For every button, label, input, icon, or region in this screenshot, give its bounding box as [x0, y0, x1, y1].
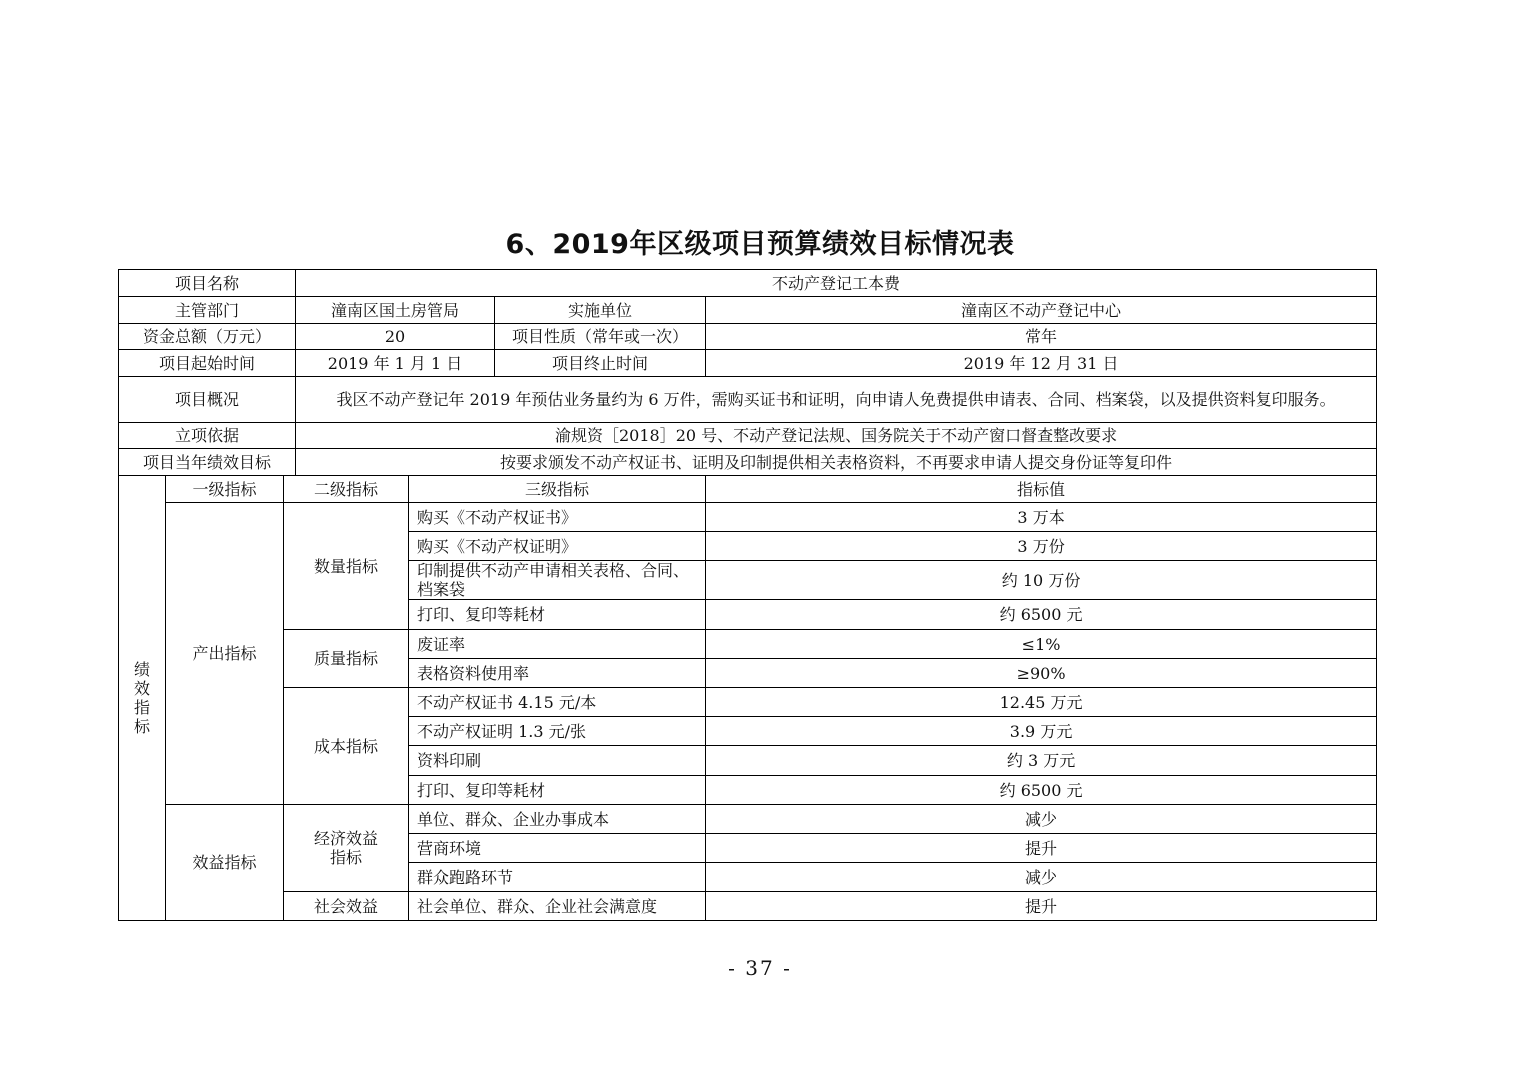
- indicator-item: 购买《不动产权证书》: [409, 503, 706, 532]
- header-level2: 二级指标: [284, 476, 409, 503]
- impl-unit-label: 实施单位: [495, 297, 706, 324]
- end-value: 2019 年 12 月 31 日: [706, 350, 1377, 377]
- benefit-indicator-label: 效益指标: [166, 805, 284, 921]
- indicator-value: ≥90%: [706, 659, 1377, 688]
- table-row: [119, 630, 1377, 659]
- side-char: 标: [133, 717, 150, 736]
- row-indicator-headers: [119, 476, 1377, 503]
- performance-indicator-side-label: [119, 476, 166, 921]
- end-label: 项目终止时间: [495, 350, 706, 377]
- indicator-value: 约 6500 元: [706, 600, 1377, 630]
- row-funds: [119, 324, 1377, 350]
- side-char: 绩: [133, 660, 150, 679]
- dept-value: 潼南区国土房管局: [296, 297, 495, 324]
- indicator-item: 营商环境: [409, 834, 706, 863]
- goal-label: 项目当年绩效目标: [119, 449, 296, 476]
- indicator-value: 3 万本: [706, 503, 1377, 532]
- basis-label: 立项依据: [119, 423, 296, 449]
- row-project-name: [119, 270, 1377, 297]
- indicator-item: 单位、群众、企业办事成本: [409, 805, 706, 834]
- indicator-item: 打印、复印等耗材: [409, 776, 706, 805]
- indicator-item: 群众跑路环节: [409, 863, 706, 892]
- page-number: - 37 -: [728, 956, 792, 980]
- row-overview: [119, 377, 1377, 423]
- indicator-item: 表格资料使用率: [409, 659, 706, 688]
- table-row: [119, 503, 1377, 532]
- indicator-item: 不动产权证书 4.15 元/本: [409, 688, 706, 717]
- row-goal: [119, 449, 1377, 476]
- table-row: [119, 805, 1377, 834]
- indicator-item: 打印、复印等耗材: [409, 600, 706, 630]
- indicator-item: 购买《不动产权证明》: [409, 532, 706, 561]
- row-dates: [119, 350, 1377, 377]
- funds-label: 资金总额（万元）: [119, 324, 296, 350]
- indicator-item: 印制提供不动产申请相关表格、合同、档案袋: [409, 561, 706, 600]
- cost-indicator-label: 成本指标: [284, 688, 409, 805]
- overview-label: 项目概况: [119, 377, 296, 423]
- table-row: [119, 892, 1377, 921]
- row-department: [119, 297, 1377, 324]
- indicator-item: 资料印刷: [409, 746, 706, 776]
- indicator-value: 3.9 万元: [706, 717, 1377, 746]
- side-char: 指: [133, 698, 150, 717]
- nature-label: 项目性质（常年或一次）: [495, 324, 706, 350]
- goal-value: 按要求颁发不动产权证书、证明及印制提供相关表格资料，不再要求申请人提交身份证等复印件: [296, 449, 1377, 476]
- side-char: 效: [133, 679, 150, 698]
- budget-performance-table: [118, 269, 1377, 921]
- output-indicator-label: 产出指标: [166, 503, 284, 805]
- indicator-value: ≤1%: [706, 630, 1377, 659]
- dept-label: 主管部门: [119, 297, 296, 324]
- project-name-label: 项目名称: [119, 270, 296, 297]
- header-level3: 三级指标: [409, 476, 706, 503]
- quality-indicator-label: 质量指标: [284, 630, 409, 688]
- quantity-indicator-label: 数量指标: [284, 503, 409, 630]
- indicator-item: 社会单位、群众、企业社会满意度: [409, 892, 706, 921]
- indicator-value: 12.45 万元: [706, 688, 1377, 717]
- indicator-value: 约 6500 元: [706, 776, 1377, 805]
- funds-value: 20: [296, 324, 495, 350]
- row-basis: [119, 423, 1377, 449]
- basis-value: 渝规资［2018］20 号、不动产登记法规、国务院关于不动产窗口督查整改要求: [296, 423, 1377, 449]
- indicator-value: 3 万份: [706, 532, 1377, 561]
- start-value: 2019 年 1 月 1 日: [296, 350, 495, 377]
- indicator-value: 约 3 万元: [706, 746, 1377, 776]
- start-label: 项目起始时间: [119, 350, 296, 377]
- social-benefit-label: 社会效益: [284, 892, 409, 921]
- page-title: 6、2019年区级项目预算绩效目标情况表: [505, 229, 1015, 260]
- header-value: 指标值: [706, 476, 1377, 503]
- header-level1: 一级指标: [166, 476, 284, 503]
- indicator-value: 提升: [706, 892, 1377, 921]
- indicator-value: 提升: [706, 834, 1377, 863]
- indicator-item: 废证率: [409, 630, 706, 659]
- indicator-item: 不动产权证明 1.3 元/张: [409, 717, 706, 746]
- economic-benefit-label: 经济效益 指标: [284, 805, 409, 892]
- nature-value: 常年: [706, 324, 1377, 350]
- impl-unit-value: 潼南区不动产登记中心: [706, 297, 1377, 324]
- project-name-value: 不动产登记工本费: [296, 270, 1377, 297]
- table-row: [119, 688, 1377, 717]
- indicator-value: 减少: [706, 805, 1377, 834]
- overview-value: 我区不动产登记年 2019 年预估业务量约为 6 万件，需购买证书和证明，向申请人免费提供申请表、合同、档案袋，以及提供资料复印服务。: [296, 377, 1377, 423]
- indicator-value: 约 10 万份: [706, 561, 1377, 600]
- indicator-value: 减少: [706, 863, 1377, 892]
